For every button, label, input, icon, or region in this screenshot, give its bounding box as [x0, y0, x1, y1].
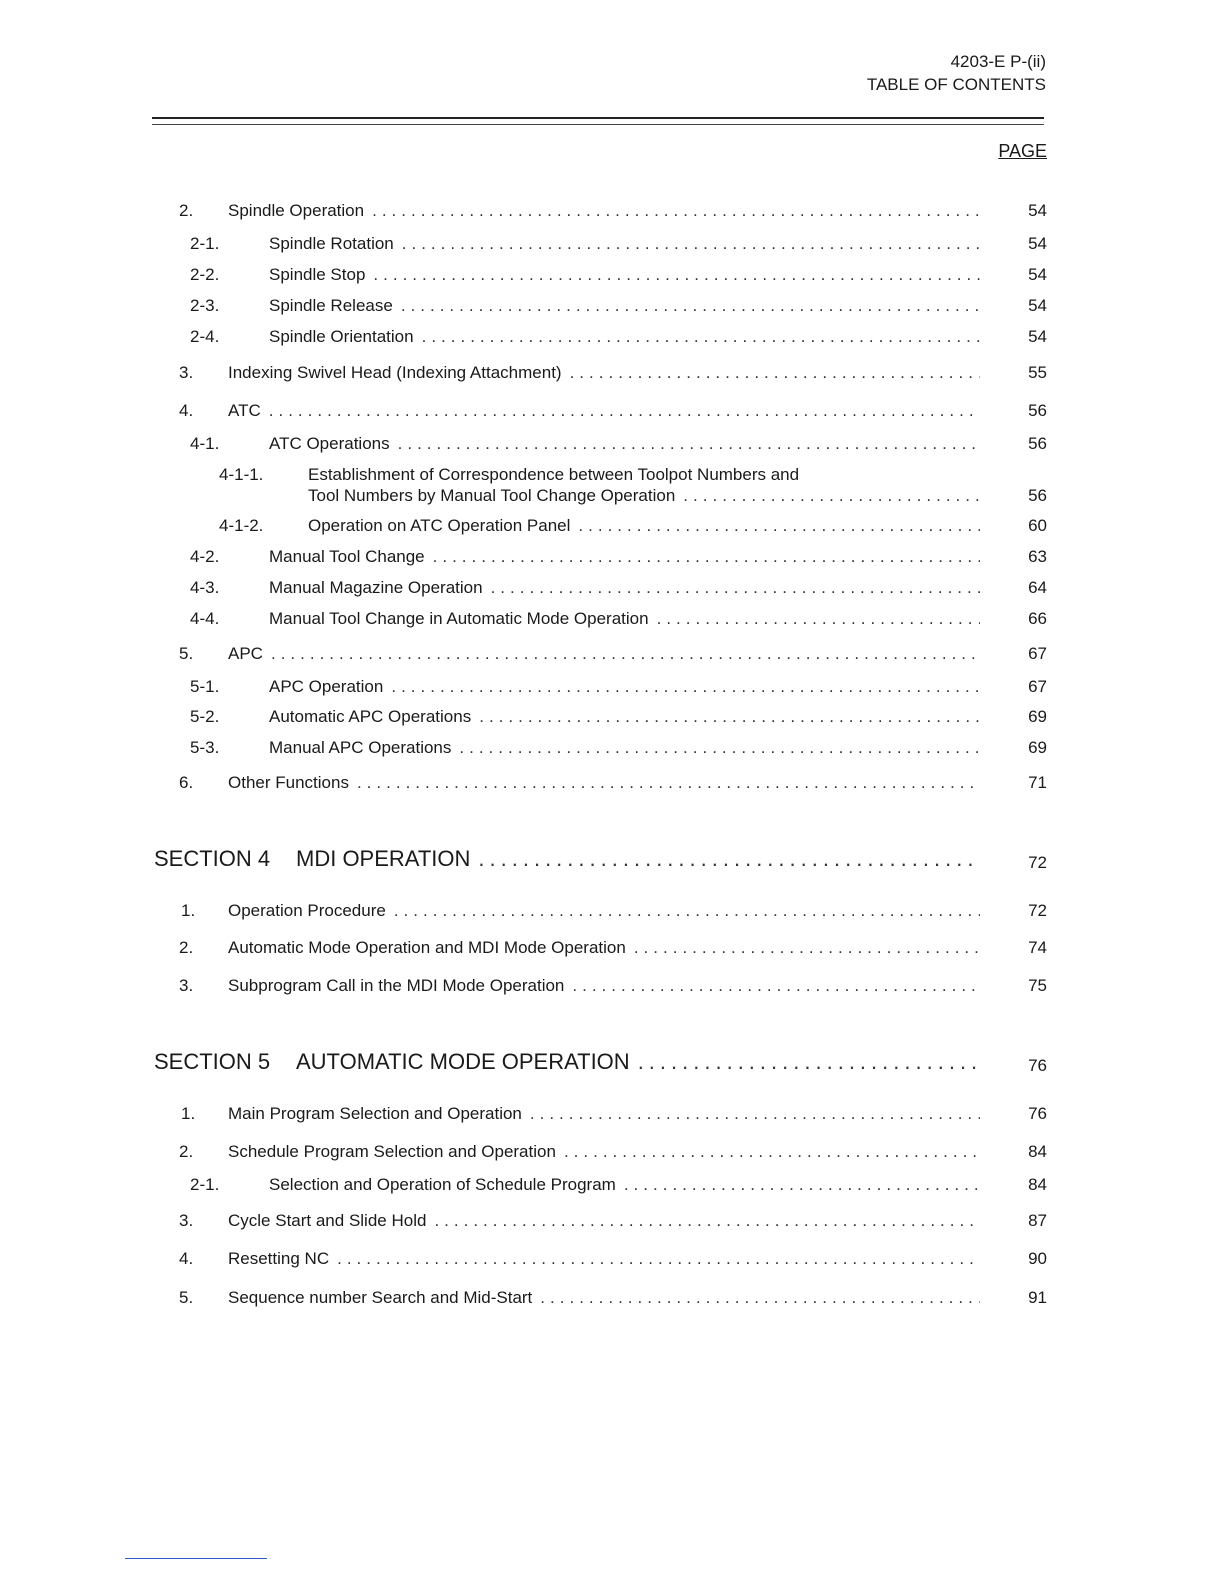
- dot-leader: [540, 1288, 980, 1308]
- section-label: SECTION 4: [154, 846, 271, 871]
- entry-page: 87: [1028, 1211, 1047, 1230]
- entry-page: 54: [1028, 296, 1047, 315]
- entry-page: 56: [1028, 401, 1047, 420]
- toc-entry[interactable]: [0, 738, 1224, 758]
- entry-number: 3.: [179, 976, 194, 995]
- entry-number: 5-1.: [190, 677, 220, 696]
- dot-leader: [570, 363, 980, 383]
- toc-entry[interactable]: [0, 1175, 1224, 1195]
- entry-title: APC Operation: [269, 677, 391, 697]
- entry-title: Spindle Rotation: [269, 234, 402, 254]
- entry-title: APC: [228, 644, 271, 664]
- toc-entry[interactable]: [0, 547, 1224, 567]
- toc-entry[interactable]: [0, 327, 1224, 347]
- toc-entry[interactable]: [0, 1211, 1224, 1231]
- toc-entry[interactable]: [0, 1104, 1224, 1124]
- entry-page: 91: [1028, 1288, 1047, 1307]
- entry-page: 54: [1028, 327, 1047, 346]
- toc-entry[interactable]: [0, 434, 1224, 454]
- dot-leader: [401, 296, 980, 316]
- entry-page: 55: [1028, 363, 1047, 382]
- doc-number: 4203-E P-(ii): [950, 52, 1046, 71]
- entry-title: Spindle Stop: [269, 265, 373, 285]
- dot-leader: [479, 707, 980, 727]
- entry-number: 2.: [179, 201, 194, 220]
- dot-leader: [578, 516, 980, 536]
- entry-number: 2-1.: [190, 1175, 220, 1194]
- entry-number: 4.: [179, 401, 194, 420]
- toc-entry[interactable]: [0, 265, 1224, 285]
- toc-entry[interactable]: [0, 677, 1224, 697]
- entry-number: 1.: [181, 1104, 196, 1123]
- entry-title: Subprogram Call in the MDI Mode Operation: [228, 976, 572, 996]
- dot-leader: [271, 644, 980, 664]
- entry-title: Other Functions: [228, 773, 357, 793]
- entry-title: Spindle Release: [269, 296, 401, 316]
- toc-entry[interactable]: [0, 516, 1224, 536]
- entry-page: 56: [1028, 486, 1047, 505]
- entry-page: 67: [1028, 644, 1047, 663]
- dot-leader: [657, 609, 980, 629]
- dot-leader: [478, 846, 980, 872]
- entry-title: Spindle Operation: [228, 201, 372, 221]
- entry-page: 74: [1028, 938, 1047, 957]
- entry-number: 4-1-2.: [219, 516, 264, 535]
- entry-page: 64: [1028, 578, 1047, 597]
- toc-entry[interactable]: [0, 1249, 1224, 1269]
- section-page: 76: [1028, 1056, 1047, 1075]
- page-header: [867, 50, 1046, 96]
- entry-page: 69: [1028, 707, 1047, 726]
- entry-number: 4.: [179, 1249, 194, 1268]
- dot-leader: [398, 434, 980, 454]
- dot-leader: [391, 677, 980, 697]
- entry-title: Cycle Start and Slide Hold: [228, 1211, 434, 1231]
- entry-page: 56: [1028, 434, 1047, 453]
- entry-page: 66: [1028, 609, 1047, 628]
- toc-entry[interactable]: [0, 609, 1224, 629]
- dot-leader: [402, 234, 980, 254]
- entry-title: Manual APC Operations: [269, 738, 459, 758]
- entry-title: Manual Tool Change: [269, 547, 433, 567]
- toc-entry[interactable]: [0, 901, 1224, 921]
- dot-leader: [357, 773, 980, 793]
- entry-number: 5.: [179, 1288, 194, 1307]
- entry-page: 90: [1028, 1249, 1047, 1268]
- entry-title-line1: Establishment of Correspondence between Toolpot Numbers and: [308, 465, 800, 484]
- dot-leader: [433, 547, 980, 567]
- entry-page: 54: [1028, 201, 1047, 220]
- entry-title: Indexing Swivel Head (Indexing Attachment): [228, 363, 570, 383]
- toc-entry[interactable]: [0, 644, 1224, 664]
- entry-title: Operation on ATC Operation Panel: [308, 516, 578, 536]
- entry-page: 84: [1028, 1175, 1047, 1194]
- header-title: TABLE OF CONTENTS: [866, 75, 1046, 94]
- toc-entry[interactable]: [0, 938, 1224, 958]
- entry-number: 2.: [179, 1142, 194, 1161]
- entry-title: Resetting NC: [228, 1249, 337, 1269]
- entry-number: 6.: [179, 773, 194, 792]
- dot-leader: [564, 1142, 980, 1162]
- entry-title: ATC: [228, 401, 269, 421]
- entry-page: 76: [1028, 1104, 1047, 1123]
- entry-number: 5-2.: [190, 707, 220, 726]
- footer-rule: [125, 1558, 267, 1559]
- dot-leader: [337, 1249, 980, 1269]
- dot-leader: [683, 486, 980, 506]
- dot-leader: [634, 938, 980, 958]
- dot-leader: [491, 578, 980, 598]
- entry-page: 69: [1028, 738, 1047, 757]
- entry-number: 3.: [179, 1211, 194, 1230]
- toc-entry[interactable]: [0, 363, 1224, 383]
- dot-leader: [269, 401, 980, 421]
- entry-number: 2-4.: [190, 327, 220, 346]
- entry-title: Manual Tool Change in Automatic Mode Operation: [269, 609, 657, 629]
- entry-number: 3.: [179, 363, 194, 382]
- entry-number: 4-4.: [190, 609, 220, 628]
- entry-page: 71: [1028, 773, 1047, 792]
- entry-number: 4-3.: [190, 578, 220, 597]
- toc-entry[interactable]: [0, 1288, 1224, 1308]
- header-rule-thick: [152, 117, 1044, 119]
- entry-page: 54: [1028, 265, 1047, 284]
- entry-number: 5.: [179, 644, 194, 663]
- toc-entry[interactable]: [0, 401, 1224, 421]
- entry-title: Spindle Orientation: [269, 327, 422, 347]
- entry-number: 4-2.: [190, 547, 220, 566]
- toc-entry[interactable]: [0, 707, 1224, 727]
- entry-title: Automatic APC Operations: [269, 707, 479, 727]
- toc-entry[interactable]: [0, 296, 1224, 316]
- entry-title: Schedule Program Selection and Operation: [228, 1142, 564, 1162]
- dot-leader: [394, 901, 980, 921]
- dot-leader: [530, 1104, 980, 1124]
- page-column-label: PAGE: [998, 141, 1047, 161]
- toc-entry[interactable]: [0, 234, 1224, 254]
- entry-title: Sequence number Search and Mid-Start: [228, 1288, 540, 1308]
- entry-page: 63: [1028, 547, 1047, 566]
- entry-page: 60: [1028, 516, 1047, 535]
- entry-title: ATC Operations: [269, 434, 398, 454]
- dot-leader: [638, 1049, 980, 1075]
- toc-entry[interactable]: [0, 578, 1224, 598]
- entry-page: 67: [1028, 677, 1047, 696]
- entry-number: 4-1.: [190, 434, 220, 453]
- entry-number: 5-3.: [190, 738, 220, 757]
- toc-entry[interactable]: [0, 976, 1224, 996]
- entry-title: Selection and Operation of Schedule Program: [269, 1175, 624, 1195]
- dot-leader: [434, 1211, 980, 1231]
- section-title: AUTOMATIC MODE OPERATION: [296, 1049, 638, 1075]
- dot-leader: [372, 201, 980, 221]
- section-title: MDI OPERATION: [296, 846, 478, 872]
- entry-number: 2-3.: [190, 296, 220, 315]
- entry-page: 54: [1028, 234, 1047, 253]
- entry-title: Main Program Selection and Operation: [228, 1104, 530, 1124]
- dot-leader: [624, 1175, 980, 1195]
- toc-entry[interactable]: [0, 486, 1224, 506]
- entry-title: Automatic Mode Operation and MDI Mode Operation: [228, 938, 634, 958]
- header-rule-thin: [152, 124, 1044, 125]
- toc-entry[interactable]: [0, 1142, 1224, 1162]
- entry-number: 1.: [181, 901, 196, 920]
- entry-page: 84: [1028, 1142, 1047, 1161]
- section-5-heading[interactable]: [0, 1049, 1224, 1075]
- toc-entry[interactable]: [0, 201, 1224, 221]
- entry-page: 72: [1028, 901, 1047, 920]
- toc-entry-first-line: [0, 465, 1224, 485]
- section-4-heading[interactable]: [0, 846, 1224, 872]
- dot-leader: [422, 327, 980, 347]
- dot-leader: [572, 976, 980, 996]
- entry-number: 2-1.: [190, 234, 220, 253]
- entry-title: Tool Numbers by Manual Tool Change Operation: [308, 486, 683, 506]
- toc-entry[interactable]: [0, 773, 1224, 793]
- entry-number: 2.: [179, 938, 194, 957]
- section-page: 72: [1028, 853, 1047, 872]
- entry-title: Manual Magazine Operation: [269, 578, 491, 598]
- entry-page: 75: [1028, 976, 1047, 995]
- entry-title: Operation Procedure: [228, 901, 394, 921]
- dot-leader: [373, 265, 980, 285]
- entry-number: 2-2.: [190, 265, 220, 284]
- section-label: SECTION 5: [154, 1049, 271, 1074]
- dot-leader: [459, 738, 980, 758]
- entry-number: 4-1-1.: [219, 465, 264, 484]
